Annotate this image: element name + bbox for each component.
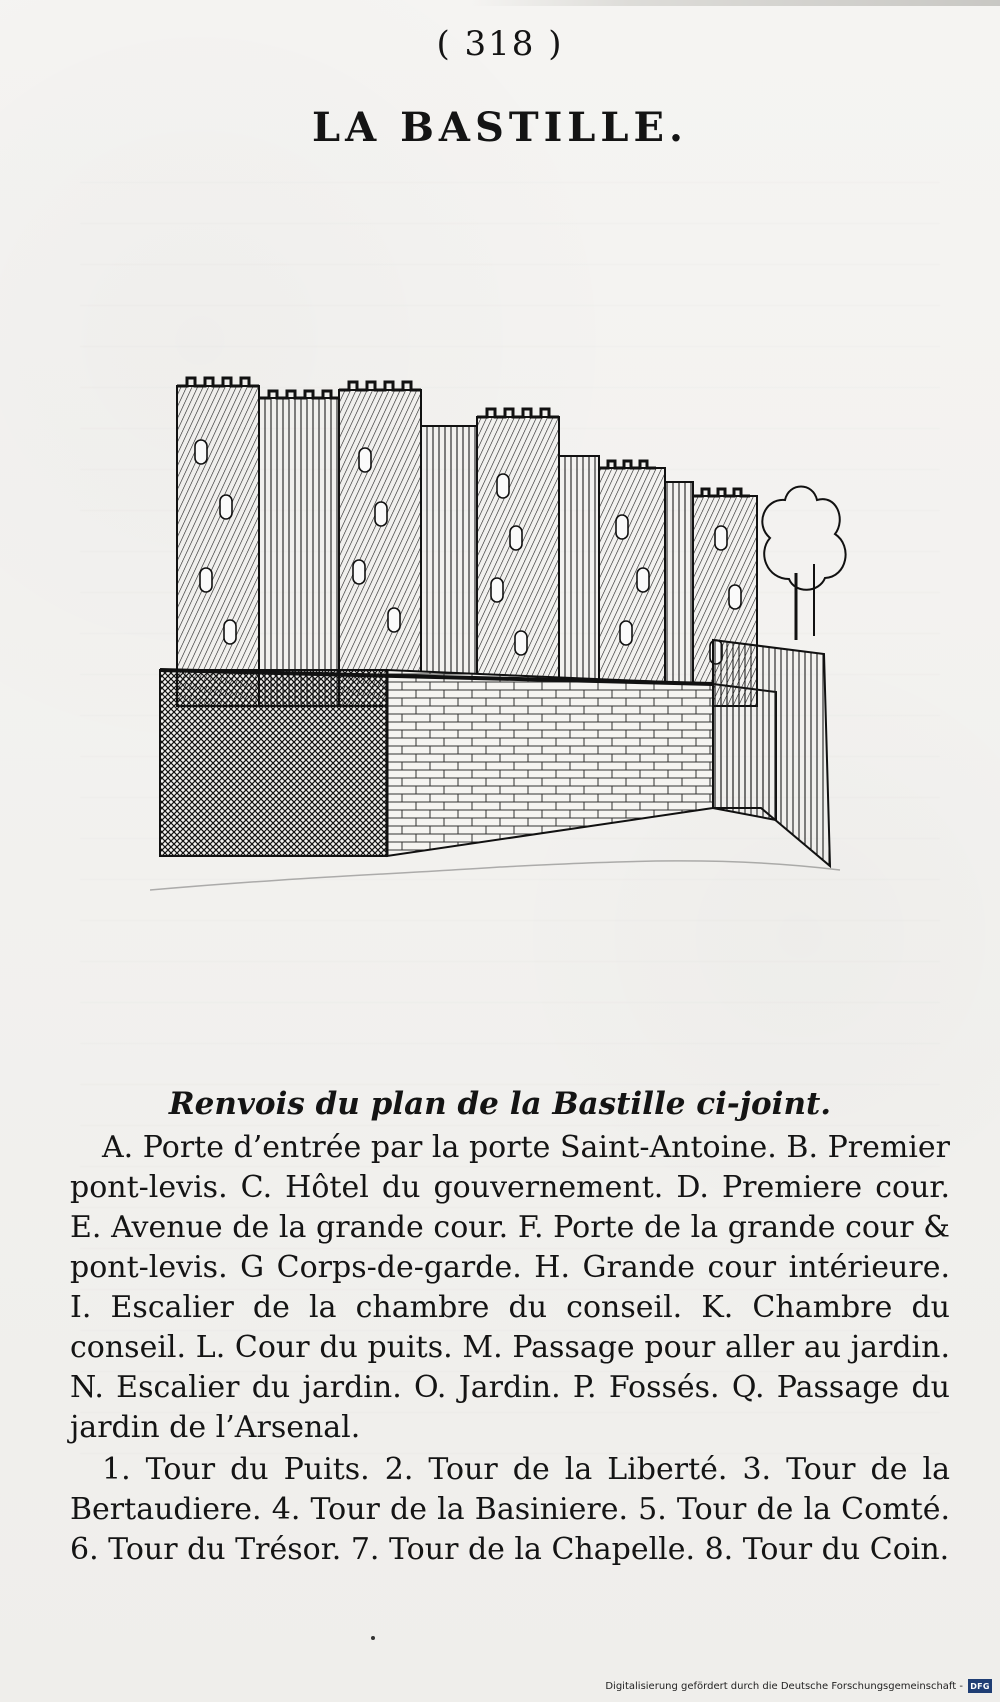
figure-caption: Renvois du plan de la Bastille ci-joint.: [168, 1086, 832, 1122]
castle-trees: [762, 487, 845, 641]
page-edge-shadow: [470, 0, 1000, 6]
page-number: ( 318 ): [436, 24, 564, 64]
legend-paragraph: [70, 1450, 950, 1570]
digitization-footer: [605, 1679, 992, 1693]
bastille-engraving: [150, 370, 850, 930]
castle-wall: [150, 640, 840, 890]
legend-paragraph-text: 1. Tour du Puits. 2. Tour de la Liberté. 3. Tour de la Bertaudiere. 4. Tour de la Basiniere. 5. Tour de la Comté. 6. Tour du Trésor. 7. Tour de la Chapelle. 8. Tour du Coin.: [70, 1452, 950, 1567]
castle-towers: [177, 378, 757, 706]
plan-legend: [70, 1128, 950, 1570]
dfg-logo-icon: DFG: [968, 1679, 992, 1693]
footer-text: Digitalisierung gefördert durch die Deutsche Forschungsgemeinschaft -: [605, 1680, 963, 1692]
page-title: LA BASTILLE.: [312, 104, 688, 151]
ink-mark: [371, 1636, 375, 1640]
legend-paragraph: [70, 1128, 950, 1448]
legend-paragraph-text: A. Porte d’entrée par la porte Saint-Antoine. B. Premier pont-levis. C. Hôtel du gouvernement. D. Premiere cour. E. Avenue de la grande cour. F. Porte de la grande cour & pont-levis. G Corps-de-garde. H. Grande cour intérieure. I. Escalier de la chambre du conseil. K. Chambre du conseil. L. Cour du puits. M. Passage pour aller au jardin. N. Escalier du jardin. O. Jardin. P. Fossés. Q. Passage du jardin de l’Arsenal.: [70, 1130, 950, 1445]
